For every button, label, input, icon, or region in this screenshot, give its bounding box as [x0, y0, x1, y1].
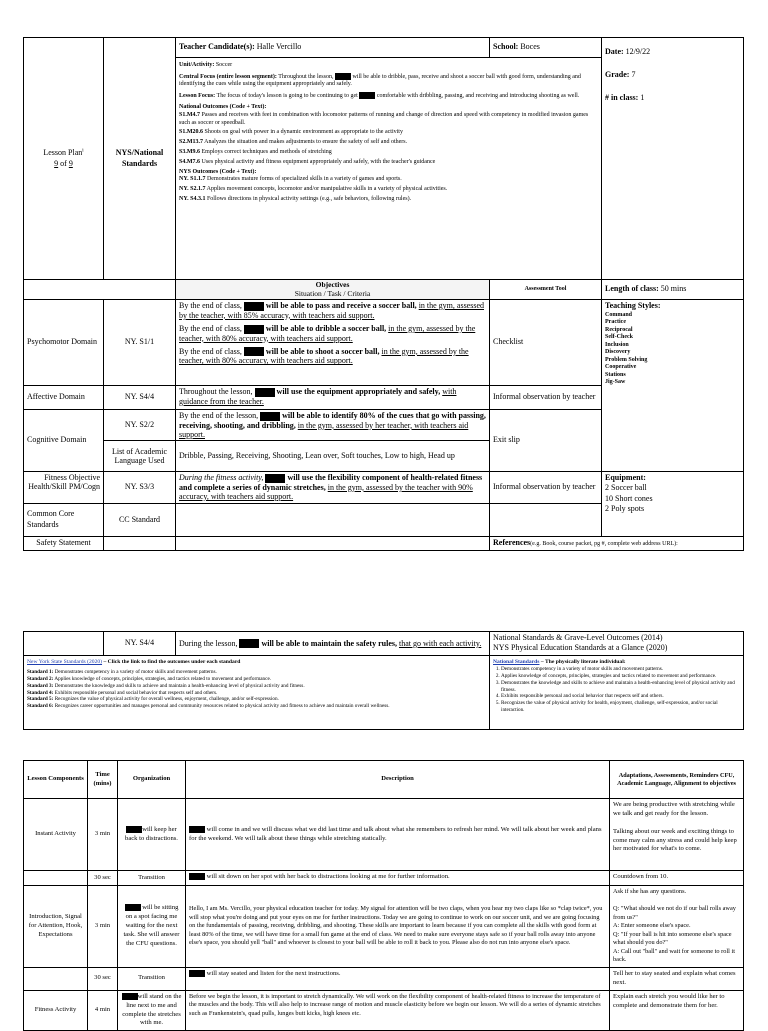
teaching-styles-label: Teaching Styles: — [605, 301, 661, 310]
national-outcome-item — [179, 149, 598, 157]
school-value: Boces — [520, 42, 540, 52]
teaching-style-item: Reciprocal — [605, 326, 633, 333]
lesson-plan-cell — [24, 38, 104, 280]
unit-label: Unit/Activity: — [179, 62, 215, 68]
table-row — [24, 799, 744, 871]
nys-standard-item: Standard 4: Exhibits responsible personal and social behavior that respects self and others. — [27, 689, 218, 696]
nys-standards-subtitle: – Click the link to find the outcomes under each standard — [103, 659, 241, 665]
references-cell — [490, 537, 744, 551]
teacher-label: Teacher Candidate(s): — [179, 42, 255, 52]
school-cell — [490, 38, 602, 58]
adaptations-header: Adaptations, Assessments, Reminders CFU, Academic Language, Alignment to objectives — [610, 761, 744, 799]
teaching-style-item: Jig-Saw — [605, 379, 626, 386]
redacted-name — [359, 92, 375, 99]
national-standard-item: 2. Applies knowledge of concepts, principles, strategies and tactics related to movement and performance. — [501, 673, 740, 680]
fitness-objective: During the fitness activity, will use the flexibility component of health-related fitness and complete a series of dynamic stretches, in the gym, assessed by the teacher with 90% accuracy, with teachers aid support. — [176, 472, 490, 504]
central-focus-label: Central Focus (entire lesson segment): — [179, 73, 277, 80]
teaching-style-item: Cooperative — [605, 364, 637, 371]
teaching-style-item: Self-Check — [605, 334, 633, 341]
grade-value: 7 — [631, 69, 636, 79]
equipment-cell — [602, 472, 744, 537]
national-standards-title-link[interactable]: National Standards — [493, 659, 540, 665]
cognitive-objective: By the end of the lesson, will be able to identify 80% of the cues that go with passing, receiving, shooting, and dribbling, in the gym, assessed by her teacher, with teachers aid support. — [176, 410, 490, 441]
affective-label: Affective Domain — [24, 386, 104, 410]
central-focus-text: will be able to dribble, pass, receive and shoot a soccer ball with good form, understanding and identifying the cues while using the equipment appropriately and safely. — [179, 73, 581, 88]
objectives-header — [176, 280, 490, 300]
references-label: References — [493, 538, 531, 548]
standards-links-cell — [490, 632, 744, 656]
school-label: School: — [493, 42, 519, 52]
national-outcome-item — [179, 139, 598, 147]
outcome-code: S1.M20.6 — [179, 129, 203, 136]
description-cell: Before we begin the lesson, it is important to stretch dynamically. We will work on the flexibility component of health-related fitness to increase the temperature of the muscles and the body. This will also help to increase range of motion and muscle elasticity before we begin our lesson. We will do a series of dynamic stretches such as Frankenstein's, quad pulls, lunges butt kicks, high knees etc. — [186, 990, 610, 1031]
nys-standard-item: Standard 1: Demonstrates competency in a variety of motor skills and movement patterns. — [27, 669, 217, 676]
table-row — [24, 990, 744, 1031]
cognitive-label: Cognitive Domain — [24, 410, 104, 472]
outcome-code: NY. S4.3.1 — [179, 195, 206, 202]
teacher-value: Halle Vercillo — [256, 42, 302, 52]
safety-standards-table — [23, 631, 744, 730]
table-row — [24, 968, 744, 991]
organization-header: Organization — [118, 761, 186, 799]
unit-value: Soccer — [215, 62, 233, 68]
teacher-cell — [176, 38, 490, 58]
teaching-style-item: Stations — [605, 371, 626, 378]
national-standards-subtitle: – The physically literate individual: — [540, 659, 626, 665]
academic-language-value: Dribble, Passing, Receiving, Shooting, Lean over, Soft touches, Low to high, Head up — [176, 441, 490, 472]
standards-label: NYS/National Standards — [104, 38, 176, 280]
nys-outcome-item — [179, 176, 598, 184]
nys-standard-item: Standard 3: Demonstrates the knowledge and skills to achieve and maintain a health-enhancing level of physical activity and fitness. — [27, 682, 305, 689]
lesson-details-cell — [176, 58, 602, 280]
national-standards-cell — [490, 656, 744, 730]
fitness-std: NY. S3/3 — [104, 472, 176, 504]
nys-standards-title-link[interactable]: New York State Standards (2020) — [27, 659, 103, 665]
date-value: 12/9/22 — [625, 47, 651, 56]
lesson-plan-footnote: i — [82, 148, 84, 154]
cognitive-std: NY. S2/2 — [104, 410, 176, 441]
national-outcomes-label: National Outcomes (Code + Text): — [179, 103, 267, 110]
psychomotor-std: NY. S1/1 — [104, 300, 176, 386]
lesson-number: 9 — [54, 158, 59, 168]
outcome-text: Employs correct techniques and methods of stretching — [201, 148, 332, 155]
outcome-code: NY. S1.1.7 — [179, 176, 206, 183]
adaptations-cell: Ask if she has any questions. Q: "What should we not do if our ball rolls away from us?" A: Enter someone else's space. Q: "If your ball is hit into someone else's space what should you do?" A: Call out "ball" and wait for someone to roll it back. — [610, 886, 744, 968]
nys-standard-item: Standard 5: Recognizes the value of physical activity for overall wellness, enjoyment, challenge, and/or self-expression. — [27, 696, 279, 703]
references-note: (e.g. Book, course packet, pg #, complete web address URL): — [530, 541, 678, 548]
safety-objective: During the lesson, will be able to maintain the safety rules, that go with each activity. — [176, 632, 490, 656]
national-outcome-item — [179, 159, 598, 167]
nys-outcome-item — [179, 186, 598, 194]
equipment-label: Equipment: — [605, 473, 646, 483]
description-cell: will sit down on her spot with her back to distractions looking at me for further information. — [186, 871, 610, 886]
components-header: Lesson Components — [24, 761, 88, 799]
organization-cell: will stand on the line next to me and complete the stretches with me. — [118, 990, 186, 1031]
nys-outcomes-label: NYS Outcomes (Code + Text): — [179, 168, 257, 175]
nys-standard-item: Standard 6: Recognizes career opportunities and manages personal and community resources related to physical activity and fitness to achieve and maintain overall wellness. — [27, 703, 390, 710]
organization-cell: will keep her back to distractions. — [118, 799, 186, 871]
outcome-text: Uses physical activity and fitness equipment appropriately and safely, with the teacher's guidance — [201, 158, 436, 165]
component-cell: Introduction, Signal for Attention, Hook, Expectations — [24, 886, 88, 968]
equipment-item: 2 Poly spots — [605, 504, 645, 514]
lesson-plan-label: Lesson Plan — [43, 148, 83, 158]
outcome-text: Passes and receives with feet in combination with locomotor patterns of running and change of direction and speed with competency in modified invasion games such as soccer or speedball. — [179, 111, 589, 126]
affective-std: NY. S4/4 — [104, 386, 176, 410]
in-class-value: 1 — [640, 92, 645, 102]
lesson-total: 9 — [68, 158, 73, 168]
teaching-style-item: Discovery — [605, 349, 631, 356]
nys-standards-link[interactable]: NYS Physical Education Standards at a Glance (2020) — [493, 642, 668, 652]
academic-language-label: List of Academic Language Used — [104, 441, 176, 472]
date-label: Date: — [605, 47, 624, 56]
psychomotor-label: Psychomotor Domain — [24, 300, 104, 386]
time-cell: 30 sec — [88, 968, 118, 991]
cognitive-tool: Exit slip — [490, 410, 602, 472]
common-core-label: Common Core Standards — [24, 504, 104, 537]
teaching-style-item: Command — [605, 311, 633, 318]
outcome-text: Follows directions in physical activity settings (e.g., safe behaviors, following rules). — [206, 195, 412, 202]
description-cell: will stay seated and listen for the next instructions. — [186, 968, 610, 991]
outcome-text: Applies movement concepts, locomotor and/or manipulative skills in a variety of physical activities. — [206, 186, 448, 193]
national-standards-list — [493, 666, 740, 713]
national-standard-item: 3. Demonstrates the knowledge and skills to achieve and maintain a health-enhancing level of physical activity and fitness. — [501, 680, 740, 694]
objective-item: By the end of class, will be able to shoot a soccer ball, in the gym, assessed by the teacher, with 80% accuracy, with teachers aid support. — [179, 346, 469, 366]
lesson-focus-pre: The focus of today's lesson is going to be continuing to get — [216, 93, 358, 100]
description-header: Description — [186, 761, 610, 799]
redacted-name — [335, 73, 351, 80]
length-cell — [602, 280, 744, 300]
time-cell: 30 sec — [88, 871, 118, 886]
lesson-focus-label: Lesson Focus: — [179, 93, 216, 100]
time-cell: 4 min — [88, 990, 118, 1031]
outcome-code: S4.M7.6 — [179, 158, 200, 165]
teaching-style-item: Practice — [605, 319, 626, 326]
lesson-plan-table — [23, 37, 744, 551]
affective-tool: Informal observation by teacher — [490, 386, 602, 410]
teaching-styles-cell — [602, 300, 744, 472]
class-info-cell — [602, 38, 744, 280]
outcome-code: S3.M9.6 — [179, 148, 200, 155]
objectives-subtitle: Situation / Task / Criteria — [294, 288, 371, 298]
fitness-tool: Informal observation by teacher — [490, 472, 602, 504]
lesson-of: of — [60, 158, 67, 168]
nys-outcome-item — [179, 196, 598, 204]
objectives-title: Objectives — [315, 280, 350, 290]
adaptations-cell: Countdown from 10. — [610, 871, 744, 886]
objective-item: By the end of class, will be able to dribble a soccer ball, in the gym, assessed by the teacher, with 80% accuracy, with teachers aid support. — [179, 323, 476, 343]
equipment-item: 2 Soccer ball — [605, 483, 647, 493]
grade-label: Grade: — [605, 69, 630, 79]
common-core-std: CC Standard — [104, 504, 176, 537]
affective-objective: Throughout the lesson, will use the equipment appropriately and safely, with guidance from the teacher. — [176, 386, 490, 410]
assessment-tool-header: Assessment Tool — [490, 280, 602, 300]
national-standards-link[interactable]: National Standards & Grave-Level Outcomes (2014) — [493, 633, 663, 642]
outcome-text: Analyzes the situation and makes adjustments to ensure the safety of self and others. — [204, 139, 408, 146]
outcome-text: Demonstrates mature forms of specialized skills in a variety of games and sports. — [206, 176, 402, 183]
description-cell: will come in and we will discuss what we did last time and talk about what she remembers to refresh her mind. We will talk about her week and plans for the weekend. We will talk about these things while stretching statically. — [186, 799, 610, 871]
component-cell: Fitness Activity — [24, 990, 88, 1031]
objective-item: By the end of class, will be able to pass and receive a soccer ball, in the gym, assessed by the teacher, with 85% accuracy, with teachers aid support. — [179, 301, 485, 320]
organization-cell: Transition — [118, 968, 186, 991]
component-cell: Instant Activity — [24, 799, 88, 871]
organization-cell: Transition — [118, 871, 186, 886]
national-standard-item: 4. Exhibits responsible personal and social behavior that respects self and others. — [501, 693, 740, 700]
psychomotor-objectives — [176, 300, 490, 386]
outcome-code: NY. S2.1.7 — [179, 186, 206, 193]
time-cell: 3 min — [88, 799, 118, 871]
central-focus-pre: Throughout the lesson, — [278, 73, 334, 80]
fitness-label: Fitness Objective Health/Skill PM/Cogn — [24, 472, 104, 504]
organization-cell: will be sitting on a spot facing me waiting for the next task. She will answer the CFU questions. — [118, 886, 186, 968]
safety-std: NY. S4/4 — [104, 632, 176, 656]
time-header: Time (mins) — [88, 761, 118, 799]
table-row — [24, 886, 744, 968]
in-class-label: # in class: — [605, 92, 639, 102]
table-row — [24, 871, 744, 886]
national-outcome-item — [179, 112, 598, 128]
national-outcome-item — [179, 129, 598, 137]
equipment-item: 10 Short cones — [605, 493, 653, 503]
length-label: Length of class: — [605, 284, 659, 294]
national-standard-item: 5. Recognizes the value of physical activity for health, enjoyment, challenge, self-expression, and/or social interaction. — [501, 700, 740, 714]
safety-statement-label: Safety Statement — [24, 537, 104, 551]
national-standard-item: 1. Demonstrates competency in a variety of motor skills and movement patterns. — [501, 666, 740, 673]
psychomotor-tool: Checklist — [490, 300, 602, 386]
nys-standard-item: Standard 2: Applies knowledge of concepts, principles, strategies, and tactics related to movement and performance. — [27, 676, 272, 683]
adaptations-cell: Explain each stretch you would like her to complete and demonstrate them for her. — [610, 990, 744, 1031]
adaptations-cell: Tell her to stay seated and explain what comes next. — [610, 968, 744, 991]
lesson-components-table — [23, 760, 744, 1031]
adaptations-cell: We are being productive with stretching while we talk and get ready for the lesson. Talking about our week and exciting things to come may calm any stress and could help keep her motivated for what's to come. — [610, 799, 744, 871]
outcome-text: Shoots on goal with power in a dynamic environment as appropriate to the activity — [204, 129, 403, 136]
nys-standards-cell — [24, 656, 490, 730]
time-cell: 3 min — [88, 886, 118, 968]
length-value: 50 mins — [660, 284, 687, 294]
outcome-code: S1.M4.7 — [179, 111, 200, 118]
outcome-code: S2.M13.7 — [179, 139, 203, 146]
description-cell: Hello, I am Ms. Vercillo, your physical education teacher for today. My signal for attention will be two claps, when you hear my two claps like so *clap twice*, you will stop what you're doing and put your eyes on me for further instructions. Today we are going to continue to work on our soccer unit, and we are going focusing on the fundamentals of passing, receiving, dribbling, and shooting. These skills are important to learn because if you can complete all the skills with good form at least 80% of the time, we will have time for a small fun game at the end of class. We need to make sure everyone stays safe so if your ball rolls away into anyone else's space, you should yell "ball" and whoever is closest to your ball will be able to roll it back to you. Please also do not run into anyone else's space. — [186, 886, 610, 968]
teaching-style-item: Problem Solving — [605, 356, 648, 363]
teaching-style-item: Inclusion — [605, 341, 629, 348]
lesson-focus-text: comfortable with dribbling, passing, and receiving and introducing shooting as well. — [376, 93, 580, 100]
